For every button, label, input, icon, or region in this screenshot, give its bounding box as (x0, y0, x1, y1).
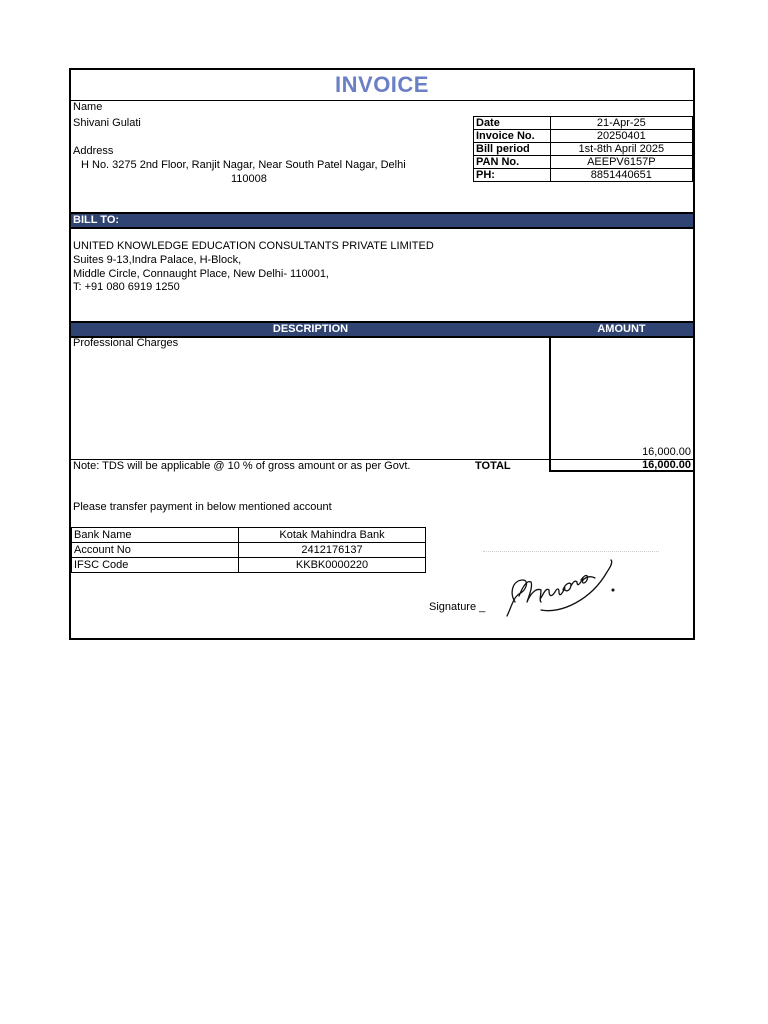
item-description: Professional Charges (73, 337, 179, 349)
bill-to-bar (71, 212, 693, 229)
title-divider (71, 100, 693, 101)
invoice-no-label: Invoice No. (474, 130, 551, 143)
total-label: TOTAL (475, 460, 511, 472)
bank-name-label: Bank Name (72, 528, 239, 543)
bank-row-ifsc (72, 558, 426, 573)
address-line-1: H No. 3275 2nd Floor, Ranjit Nagar, Near South Patel Nagar, Delhi (81, 159, 406, 171)
invoice-no-value: 20250401 (550, 130, 692, 143)
bank-row-account (72, 543, 426, 558)
amount-header: AMOUNT (597, 323, 646, 335)
bill-period-label: Bill period (474, 143, 551, 156)
date-label: Date (474, 117, 551, 130)
info-row-phone (474, 169, 693, 182)
phone-value: 8851440651 (550, 169, 692, 182)
handwritten-signature (501, 550, 621, 620)
bill-to-line-4: T: +91 080 6919 1250 (73, 281, 180, 293)
bank-name-value: Kotak Mahindra Bank (239, 528, 426, 543)
bill-to-line-2: Suites 9-13,Indra Palace, H-Block, (73, 254, 242, 266)
account-no-label: Account No (72, 543, 239, 558)
signature-label: Signature _ (429, 601, 486, 613)
account-no-value: 2412176137 (239, 543, 426, 558)
ifsc-label: IFSC Code (72, 558, 239, 573)
name-label: Name (73, 101, 103, 113)
phone-label: PH: (474, 169, 551, 182)
address-line-2: 110008 (231, 173, 267, 185)
invoice-document (69, 68, 695, 640)
payment-instruction: Please transfer payment in below mentioned account (73, 501, 332, 513)
pan-value: AEEPV6157P (550, 156, 692, 169)
bank-details-table (71, 527, 426, 573)
bill-to-line-3: Middle Circle, Connaught Place, New Delhi- 110001, (73, 268, 329, 280)
date-value: 21-Apr-25 (550, 117, 692, 130)
ifsc-value: KKBK0000220 (239, 558, 426, 573)
info-row-date (474, 117, 693, 130)
info-row-bill-period (474, 143, 693, 156)
total-value: 16,000.00 (642, 459, 691, 471)
items-header-bar (71, 321, 693, 338)
bill-period-value: 1st-8th April 2025 (550, 143, 692, 156)
item-amount: 16,000.00 (642, 446, 691, 458)
address-label: Address (73, 145, 114, 157)
info-row-pan (474, 156, 693, 169)
pan-label: PAN No. (474, 156, 551, 169)
bill-to-heading: BILL TO: (73, 214, 120, 226)
invoice-info-table (473, 116, 693, 182)
info-row-invoice-no (474, 130, 693, 143)
bank-row-name (72, 528, 426, 543)
bill-to-line-1: UNITED KNOWLEDGE EDUCATION CONSULTANTS PRIVATE LIMITED (73, 240, 434, 252)
invoice-title: INVOICE (335, 72, 429, 97)
tds-note: Note: TDS will be applicable @ 10 % of gross amount or as per Govt. (73, 460, 411, 472)
name-value: Shivani Gulati (73, 117, 141, 129)
description-header: DESCRIPTION (272, 323, 349, 335)
